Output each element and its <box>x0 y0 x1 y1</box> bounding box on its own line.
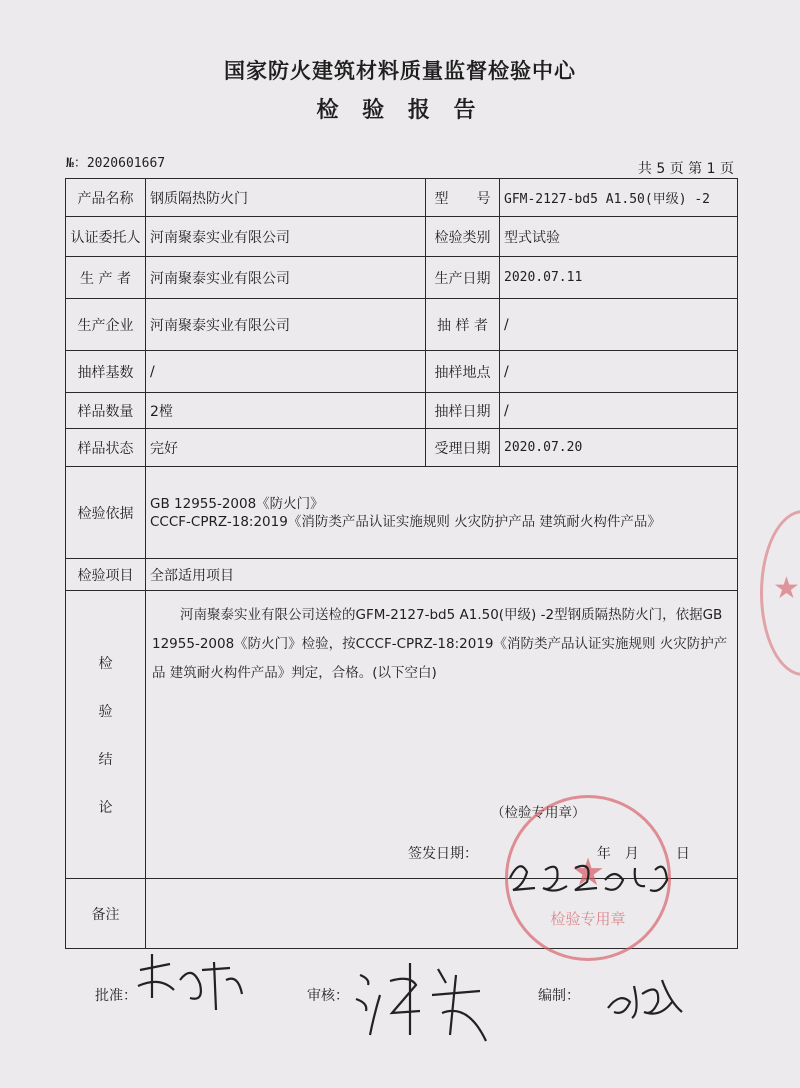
acceptance-date-value: 2020.07.20 <box>500 429 738 467</box>
approve-label: 批准： <box>95 988 137 1004</box>
review-label: 审核： <box>307 988 349 1004</box>
acceptance-date-label: 受理日期 <box>426 429 500 467</box>
inspection-type-label: 检验类别 <box>426 217 500 257</box>
sample-qty-value: 2樘 <box>146 393 426 429</box>
production-date-label: 生产日期 <box>426 257 500 299</box>
client-value: 河南聚泰实业有限公司 <box>146 217 426 257</box>
sampling-place-label: 抽样地点 <box>426 351 500 393</box>
manufacturer-label: 生产企业 <box>66 299 146 351</box>
production-date-value: 2020.07.11 <box>500 257 738 299</box>
conclusion-text: 河南聚泰实业有限公司送检的GFM-2127-bd5 A1.50(甲级) -2型钢质隔热防火门，依据GB 12955-2008《防火门》检验，按CCCF-CPRZ-18:2019《消防类产品认证实施规则 火灾防护产品 建筑耐火构件产品》判定，合格。(以下空白) <box>152 607 728 681</box>
row-producer <box>66 257 738 299</box>
conclusion-label-char-3: 结 <box>98 751 113 768</box>
page-info: 共 5 页 第 1 页 <box>637 161 734 177</box>
compiler-signature <box>600 972 690 1022</box>
stamp-text: 检验专用章 <box>550 910 626 928</box>
issue-date-label: 签发日期： <box>408 846 478 862</box>
stamp-label: （检验专用章） <box>491 805 586 821</box>
compile-label: 编制： <box>538 988 580 1004</box>
inspection-type-value: 型式试验 <box>500 217 738 257</box>
sample-status-value: 完好 <box>146 429 426 467</box>
producer-label: 生 产 者 <box>66 257 146 299</box>
conclusion-label-char-4: 论 <box>98 799 113 816</box>
org-title: 国家防火建筑材料质量监督检验中心 <box>224 59 576 83</box>
issue-date-day: 日 <box>675 846 690 862</box>
report-title: 检 验 报 告 <box>316 98 484 123</box>
remarks-label: 备注 <box>66 879 146 949</box>
row-items <box>66 559 738 591</box>
sample-status-label: 样品状态 <box>66 429 146 467</box>
basis-line-2: CCCF-CPRZ-18:2019《消防类产品认证实施规则 火灾防护产品 建筑耐火构件产品》 <box>150 513 661 530</box>
items-label: 检验项目 <box>66 559 146 591</box>
seam-stamp-star-icon: ★ <box>773 571 800 606</box>
issue-date-year-month: 年 月 <box>596 846 639 862</box>
row-product-name <box>66 179 738 217</box>
row-sample-status <box>66 429 738 467</box>
model-value: GFM-2127-bd5 A1.50(甲级) -2 <box>500 179 738 217</box>
product-name-value: 钢质隔热防火门 <box>146 179 426 217</box>
sampling-date-value: / <box>500 393 738 429</box>
sampler-value: / <box>500 299 738 351</box>
row-manufacturer <box>66 299 738 351</box>
basis-value <box>146 467 738 559</box>
items-value: 全部适用项目 <box>146 559 738 591</box>
sampling-date-label: 抽样日期 <box>426 393 500 429</box>
basis-line-1: GB 12955-2008《防火门》 <box>150 495 324 512</box>
sampler-label: 抽 样 者 <box>426 299 500 351</box>
product-name-label: 产品名称 <box>66 179 146 217</box>
client-label: 认证委托人 <box>66 217 146 257</box>
row-sample-qty <box>66 393 738 429</box>
row-sampling-base <box>66 351 738 393</box>
stamp-star-icon: ★ <box>570 850 606 894</box>
sample-qty-label: 样品数量 <box>66 393 146 429</box>
conclusion-label-char-2: 验 <box>98 703 113 720</box>
row-basis <box>66 467 738 559</box>
producer-value: 河南聚泰实业有限公司 <box>146 257 426 299</box>
handwritten-date <box>505 850 695 900</box>
document-number: №：2020601667 <box>66 156 166 171</box>
row-client <box>66 217 738 257</box>
seam-stamp <box>760 510 800 676</box>
sampling-base-label: 抽样基数 <box>66 351 146 393</box>
sampling-base-value: / <box>146 351 426 393</box>
conclusion-label-char-1: 检 <box>98 655 113 672</box>
approver-signature <box>130 950 250 1020</box>
basis-label: 检验依据 <box>66 467 146 559</box>
sampling-place-value: / <box>500 351 738 393</box>
conclusion-label <box>66 591 146 879</box>
model-label: 型 号 <box>426 179 500 217</box>
manufacturer-value: 河南聚泰实业有限公司 <box>146 299 426 351</box>
reviewer-signature <box>350 955 500 1045</box>
